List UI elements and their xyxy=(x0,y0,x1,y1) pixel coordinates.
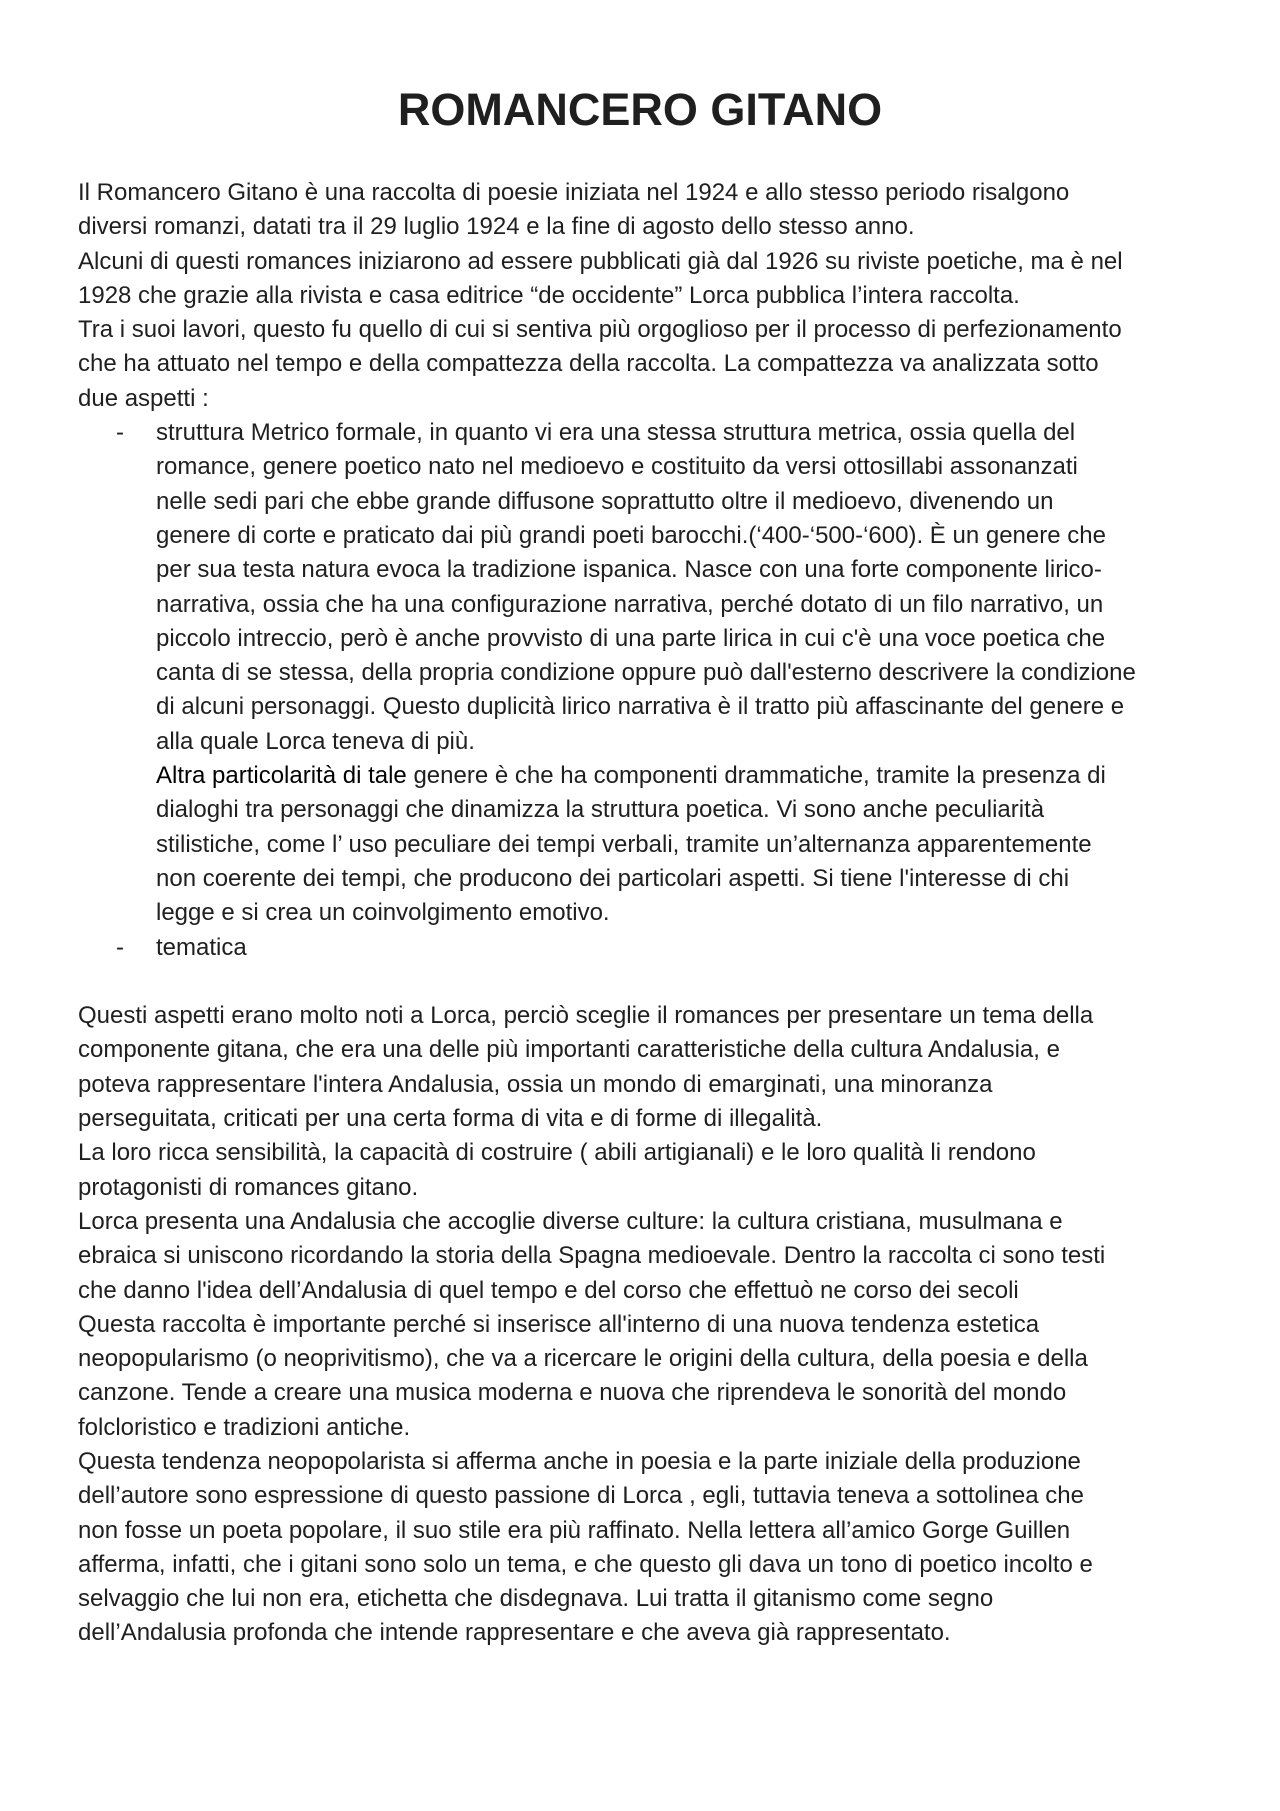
text-line: La loro ricca sensibilità, la capacità di costruire ( abili artigianali) e le loro qualità li rendono xyxy=(78,1139,1036,1167)
aspects-list xyxy=(78,416,1228,965)
text-line: stilistiche, come l’ uso peculiare dei tempi verbali, tramite un’alternanza apparentemente xyxy=(156,830,1092,858)
text-line: selvaggio che lui non era, etichetta che disdegnava. Lui tratta il gitanismo come segno xyxy=(78,1585,994,1613)
closing-paragraph xyxy=(78,999,1228,1651)
text-line: Il Romancero Gitano è una raccolta di poesie iniziata nel 1924 e allo stesso periodo risalgono xyxy=(78,179,1070,206)
text-line: Questa tendenza neopopolarista si afferma anche in poesia e la parte iniziale della produzione xyxy=(78,1447,1081,1475)
text-line-mixed xyxy=(156,759,1228,793)
text-line: alla quale Lorca teneva di più. xyxy=(156,727,475,755)
text-line: legge e si crea un coinvolgimento emotivo. xyxy=(156,899,610,927)
text-line: Questi aspetti erano molto noti a Lorca, perciò sceglie il romances per presentare un tema della xyxy=(78,1002,1094,1030)
text-line: romance, genere poetico nato nel medioevo e costituito da versi ottosillabi assonanzati xyxy=(156,453,1078,481)
text-line: per sua testa natura evoca la tradizione ispanica. Nasce con una forte componente lirico- xyxy=(156,556,1102,584)
text-line: struttura Metrico formale, in quanto vi era una stessa struttura metrica, ossia quella del xyxy=(156,419,1076,447)
text-line: Lorca presenta una Andalusia che accoglie diverse culture: la cultura cristiana, musulmana e xyxy=(78,1207,1063,1235)
list-item-thematic xyxy=(78,931,1228,965)
text-line: Tra i suoi lavori, questo fu quello di cui si sentiva più orgoglioso per il processo di perfezionamento xyxy=(78,316,1122,344)
intro-paragraph xyxy=(78,176,1228,416)
text-line: canta di se stessa, della propria condizione oppure può dall'esterno descrivere la condizione xyxy=(156,659,1136,687)
text-line: afferma, infatti, che i gitani sono solo un tema, e che questo gli dava un tono di poetico incolto e xyxy=(78,1550,1093,1578)
text-line: dell’autore sono espressione di questo passione di Lorca , egli, tuttavia teneva a sottolinea che xyxy=(78,1482,1084,1510)
bullet-dash: - xyxy=(116,419,124,447)
text-line: protagonisti di romances gitano. xyxy=(78,1173,419,1201)
text-line: 1928 che grazie alla rivista e casa editrice “de occidente” Lorca pubblica l’intera raccolta. xyxy=(78,281,1020,309)
text-line: dell’Andalusia profonda che intende rappresentare e che aveva già rappresentato. xyxy=(78,1619,951,1647)
text-line: ebraica si uniscono ricordando la storia della Spagna medioevale. Dentro la raccolta ci sono testi xyxy=(78,1242,1106,1270)
text-line: folcloristico e tradizioni antiche. xyxy=(78,1413,411,1441)
text-line: diversi romanzi, datati tra il 29 luglio 1924 e la fine di agosto dello stesso anno. xyxy=(78,213,915,241)
text-line: di alcuni personaggi. Questo duplicità lirico narrativa è il tratto più affascinante del genere e xyxy=(156,693,1125,721)
bullet-dash: - xyxy=(116,933,124,961)
text-line: nelle sedi pari che ebbe grande diffusone soprattutto oltre il medioevo, divenendo un xyxy=(156,487,1054,515)
text-line: piccolo intreccio, però è anche provvisto di una parte lirica in cui c'è una voce poetica che xyxy=(156,624,1106,652)
text-line: dialoghi tra personaggi che dinamizza la struttura poetica. Vi sono anche peculiarità xyxy=(156,796,1045,824)
text-line: Questa raccolta è importante perché si inserisce all'interno di una nuova tendenza estetica xyxy=(78,1310,1040,1338)
highlighted-run: Altra particolarità di tale xyxy=(156,762,407,790)
document-body xyxy=(78,176,1228,1651)
text-line: genere di corte e praticato dai più grandi poeti barocchi.(‘400-‘500-‘600). È un genere che xyxy=(156,521,1106,549)
text-run: genere è che ha componenti drammatiche, tramite la presenza di xyxy=(406,762,1106,790)
page-title: ROMANCERO GITANO xyxy=(397,84,883,135)
text-line: due aspetti : xyxy=(78,384,209,412)
text-line: perseguitata, criticati per una certa forma di vita e di forme di illegalità. xyxy=(78,1105,823,1133)
blank-line xyxy=(78,965,1228,999)
text-line: Alcuni di questi romances iniziarono ad essere pubblicati già dal 1926 su riviste poetiche, ma è nel xyxy=(78,247,1123,275)
text-line: neopopularismo (o neoprivitismo), che va a ricercare le origini della cultura, della poesia e della xyxy=(78,1345,1088,1373)
text-line: tematica xyxy=(156,933,247,961)
text-line: narrativa, ossia che ha una configurazione narrativa, perché dotato di un filo narrativo, un xyxy=(156,590,1104,618)
text-line: che ha attuato nel tempo e della compattezza della raccolta. La compattezza va analizzata sotto xyxy=(78,350,1099,378)
text-line: non fosse un poeta popolare, il suo stile era più raffinato. Nella lettera all’amico Gorge Guillen xyxy=(78,1516,1071,1544)
text-line: canzone. Tende a creare una musica moderna e nuova che riprendeva le sonorità del mondo xyxy=(78,1379,1067,1407)
text-line: poteva rappresentare l'intera Andalusia, ossia un mondo di emarginati, una minoranza xyxy=(78,1070,993,1098)
text-line: componente gitana, che era una delle più importanti caratteristiche della cultura Andalusia, e xyxy=(78,1036,1060,1064)
text-line: non coerente dei tempi, che producono dei particolari aspetti. Si tiene l'interesse di chi xyxy=(156,864,1070,892)
list-item-metric-structure xyxy=(78,416,1228,930)
text-line: che danno l'idea dell’Andalusia di quel tempo e del corso che effettuò ne corso dei secoli xyxy=(78,1276,1019,1304)
